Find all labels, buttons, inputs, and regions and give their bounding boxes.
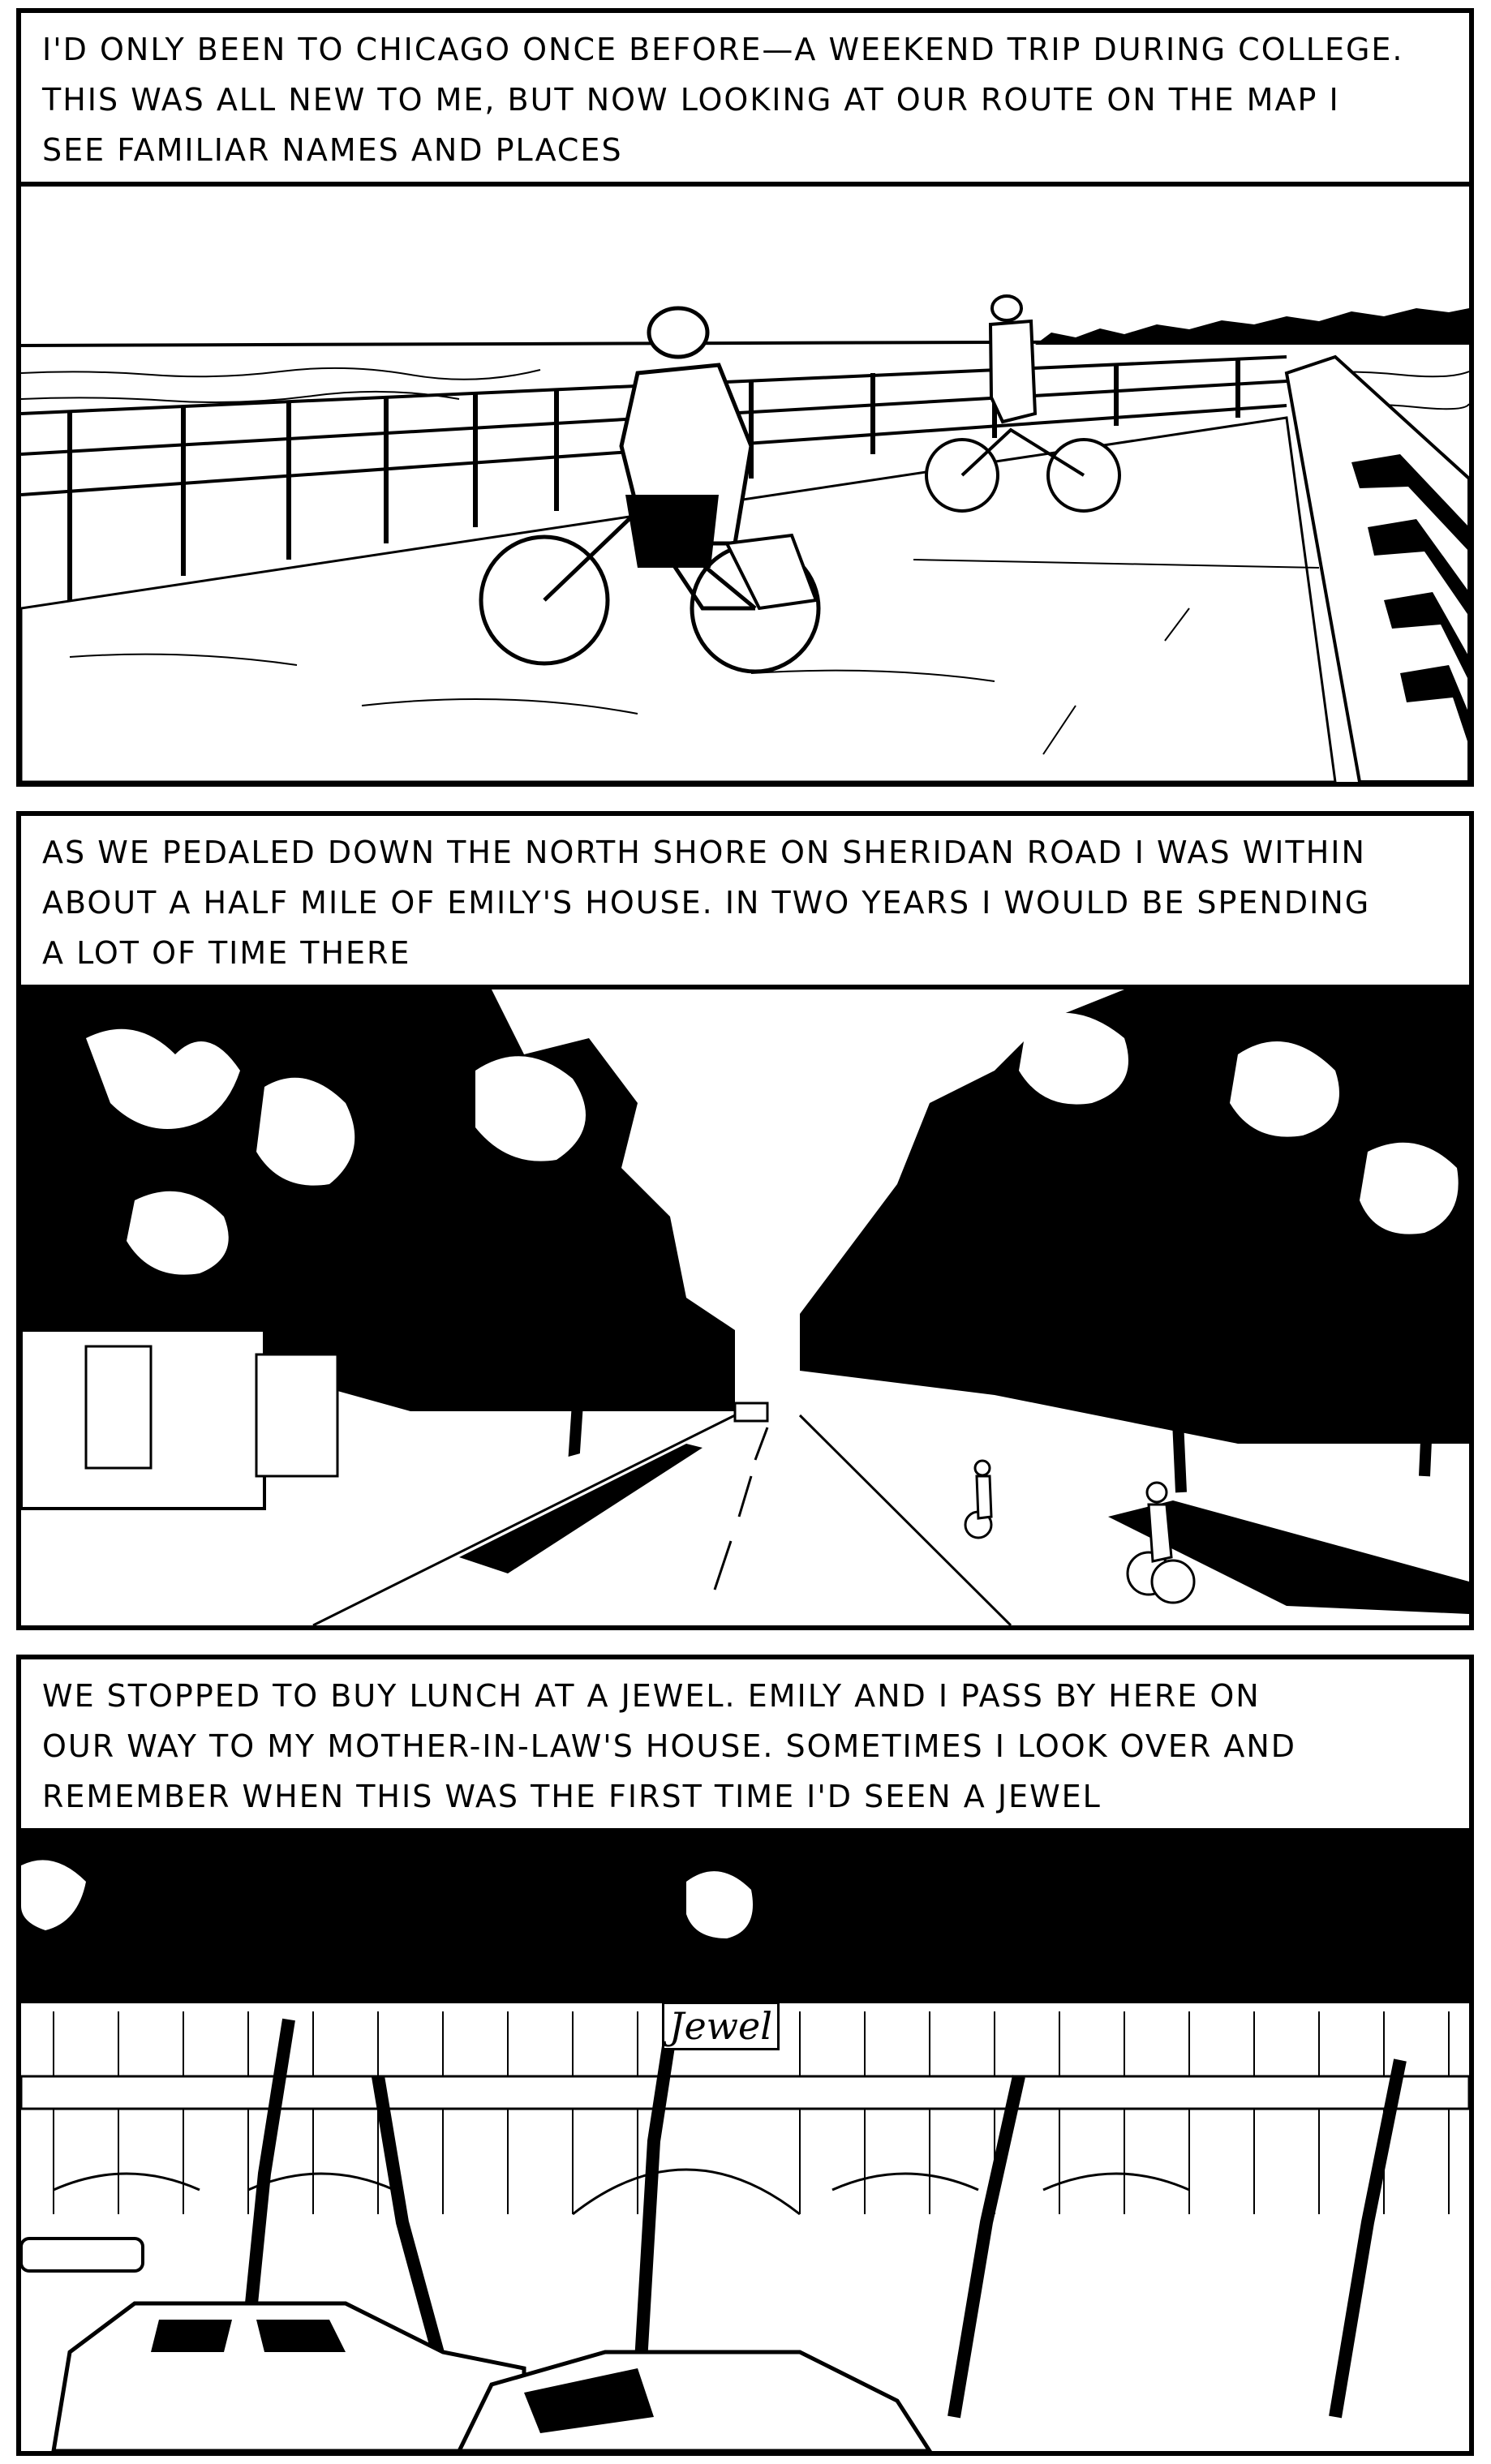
caption-box-2 — [21, 816, 1469, 989]
caption-box-3 — [21, 1659, 1469, 1833]
comic-panel-2 — [16, 811, 1474, 1630]
caption-line: I'D ONLY BEEN TO CHICAGO ONCE BEFORE—A WEEKEND TRIP DURING COLLEGE. — [42, 32, 1404, 67]
caption-line: ABOUT A HALF MILE OF EMILY'S HOUSE. IN TWO YEARS I WOULD BE SPENDING — [42, 885, 1371, 921]
caption-line: AS WE PEDALED DOWN THE NORTH SHORE ON SHERIDAN ROAD I WAS WITHIN — [42, 835, 1366, 870]
comic-panel-3 — [16, 1655, 1474, 2456]
caption-line: REMEMBER WHEN THIS WAS THE FIRST TIME I'D SEEN A JEWEL — [42, 1779, 1102, 1814]
comic-panel-1 — [16, 8, 1474, 787]
caption-line: SEE FAMILIAR NAMES AND PLACES — [42, 132, 623, 168]
lakefront-illustration — [21, 187, 1469, 782]
lakefront-drawing — [21, 187, 1469, 782]
road-drawing — [21, 989, 1469, 1625]
caption-line: OUR WAY TO MY MOTHER-IN-LAW'S HOUSE. SOMETIMES I LOOK OVER AND — [42, 1728, 1297, 1764]
sheridan-road-illustration — [21, 989, 1469, 1625]
caption-line: A LOT OF TIME THERE — [42, 935, 411, 971]
jewel-drawing — [21, 1833, 1469, 2451]
jewel-store-sign: Jewel — [662, 2002, 780, 2050]
jewel-store-illustration — [21, 1833, 1469, 2451]
caption-line: WE STOPPED TO BUY LUNCH AT A JEWEL. EMILY AND I PASS BY HERE ON — [42, 1678, 1261, 1714]
caption-line: THIS WAS ALL NEW TO ME, BUT NOW LOOKING AT OUR ROUTE ON THE MAP I — [42, 82, 1340, 118]
caption-box-1 — [21, 13, 1469, 187]
